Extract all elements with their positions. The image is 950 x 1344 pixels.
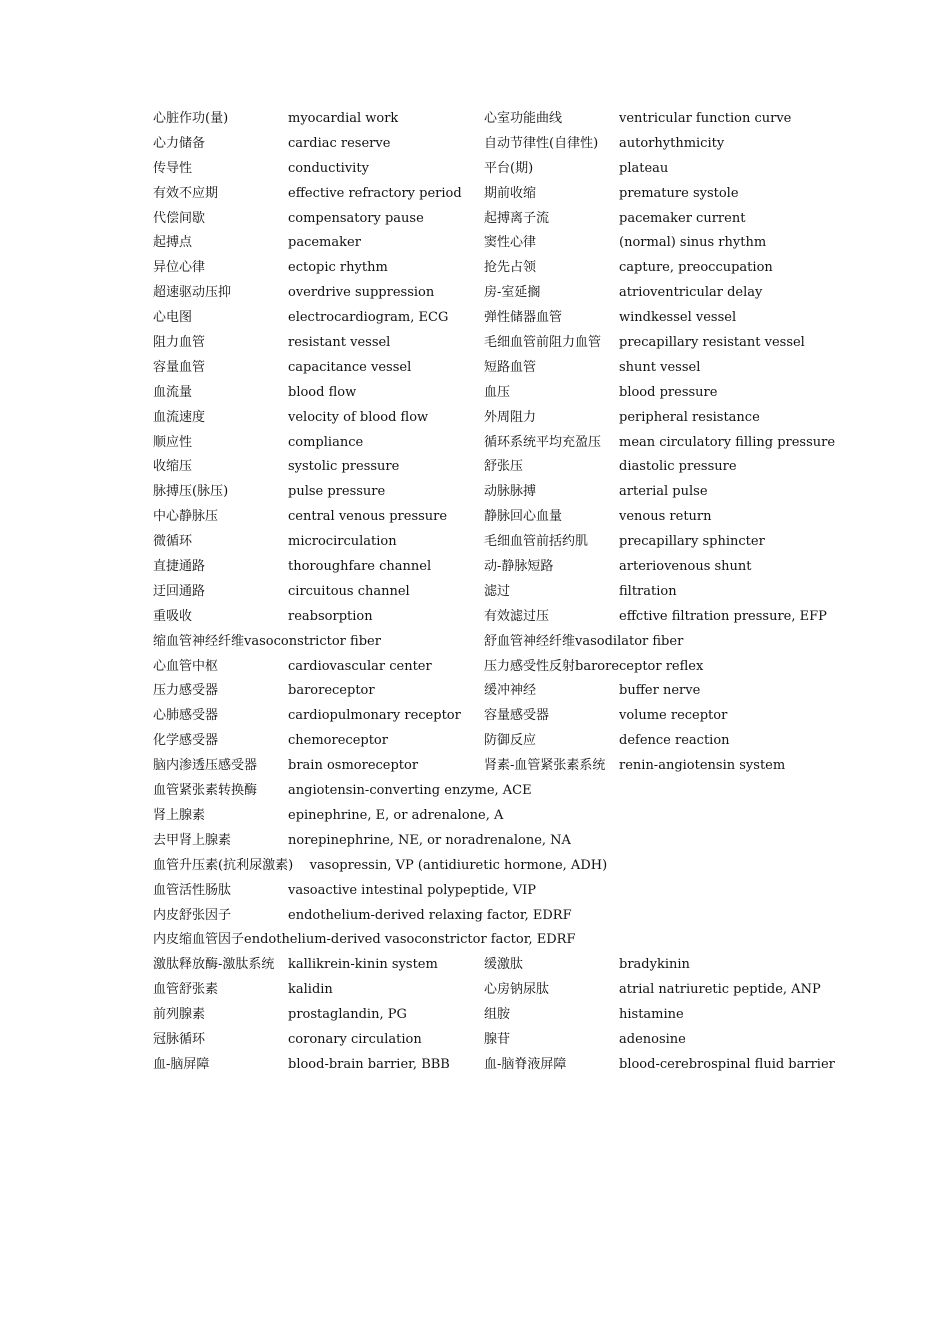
glossary-row [153,1054,833,1079]
term-english: cardiac reserve [288,135,391,151]
term-chinese: 直捷通路 [153,559,206,575]
term-english: volume receptor [619,708,728,724]
term-english: norepinephrine, NE, or noradrenalone, NA [288,832,571,848]
term-chinese: 血管舒张素 [153,982,219,998]
glossary-row [153,357,833,382]
term-english: endothelium-derived relaxing factor, EDRF [288,907,572,923]
glossary-row [153,556,833,581]
term-chinese: 异位心律 [153,260,206,276]
term-chinese: 血-脑脊液屏障 [484,1056,567,1072]
glossary-row [153,133,833,158]
term-english: defence reaction [619,733,730,749]
term-chinese: 静脉回心血量 [484,509,563,525]
term-chinese: 起搏点 [153,235,193,251]
term-chinese: 心脏作功(量) [153,111,229,126]
term-chinese: 肾素-血管紧张素系统 [484,758,606,774]
term-chinese: 压力感受器 [153,683,219,699]
term-chinese: 自动节律性(自律性) [484,135,599,151]
term-english: resistant vessel [288,335,391,351]
term-chinese: 窦性心律 [484,235,537,251]
glossary-row [153,880,833,905]
term-chinese: 中心静脉压 [153,509,219,525]
term-english: pacemaker [288,235,361,251]
glossary-row [153,158,833,183]
term-chinese: 房-室延搁 [484,285,541,301]
term-chinese: 化学感受器 [153,733,219,749]
term-chinese: 心肺感受器 [153,708,219,724]
term-chinese: 迂回通路 [153,583,206,599]
term-english: brain osmoreceptor [288,758,419,774]
term-chinese: 血流速度 [153,409,206,425]
term-chinese: 血流量 [153,384,193,400]
glossary-row [153,282,833,307]
term-english: blood pressure [619,384,718,400]
term-english: baroreceptor [288,683,375,699]
term-chinese: 有效滤过压 [484,608,550,624]
glossary-row [153,606,833,631]
term-english: systolic pressure [288,459,400,475]
glossary-row [153,1029,833,1054]
term-chinese: 血压 [484,384,511,400]
term-english: arteriovenous shunt [619,559,752,575]
glossary-row [153,208,833,233]
term-english: compensatory pause [288,210,424,226]
term-english: velocity of blood flow [288,409,429,425]
glossary-row [153,905,833,930]
term-chinese: 循环系统平均充盈压 [484,434,602,450]
term-chinese: 期前收缩 [484,185,537,201]
glossary-row [153,307,833,332]
term-chinese: 平台(期) [484,160,534,176]
term-chinese: 血管活性肠肽 [153,882,232,898]
term-english: peripheral resistance [619,409,760,425]
term-chinese: 缓激肽 [484,957,524,973]
term-chinese: 有效不应期 [153,185,219,201]
term-english: atrioventricular delay [619,285,763,301]
term-english: shunt vessel [619,359,701,375]
term-english: diastolic pressure [619,459,737,475]
glossary-row [153,407,833,432]
term-english: blood-brain barrier, BBB [288,1056,450,1072]
term-english: atrial natriuretic peptide, ANP [619,982,821,998]
glossary-row [153,830,833,855]
term-chinese: 短路血管 [484,359,537,375]
glossary-row [153,257,833,282]
term-english: kalidin [288,982,333,998]
term-chinese: 阻力血管 [153,335,206,351]
term-chinese: 压力感受性反射baroreceptor reflex [484,658,704,674]
glossary-row [153,705,833,730]
term-line: 血管升压素(抗利尿激素) vasopressin, VP (antidiuretic hormone, ADH) [153,857,608,873]
term-chinese: 抢先占领 [484,260,537,276]
glossary-row [153,656,833,681]
term-english: compliance [288,434,364,450]
term-chinese: 动脉脉搏 [484,484,537,500]
term-chinese: 舒张压 [484,459,524,475]
term-chinese: 肾上腺素 [153,807,206,823]
term-english: kallikrein-kinin system [288,957,438,973]
term-english: capture, preoccupation [619,260,773,276]
term-chinese: 脑内渗透压感受器 [153,758,258,774]
term-chinese: 心房钠尿肽 [484,982,550,998]
term-chinese: 滤过 [484,583,511,599]
term-english: effctive filtration pressure, EFP [619,608,827,624]
glossary-row [153,432,836,457]
term-english: epinephrine, E, or adrenalone, A [288,807,504,823]
term-chinese: 微循环 [153,534,193,550]
glossary-row [153,481,833,506]
term-chinese: 心电图 [153,310,193,326]
term-english: microcirculation [288,534,397,550]
glossary-row [153,631,833,656]
term-english: pacemaker current [619,210,746,226]
term-english: plateau [619,160,669,176]
term-english: cardiopulmonary receptor [288,708,461,724]
term-chinese: 冠脉循环 [153,1031,206,1047]
term-english: effective refractory period [288,185,462,201]
term-chinese: 超速驱动压抑 [153,285,232,301]
term-english: buffer nerve [619,683,701,699]
term-chinese: 外周阻力 [484,409,537,425]
term-english: venous return [619,509,712,525]
term-english: chemoreceptor [288,733,388,749]
term-chinese: 收缩压 [153,459,193,475]
glossary-row [153,456,833,481]
term-chinese: 动-静脉短路 [484,559,554,575]
glossary-row [153,581,833,606]
term-english: reabsorption [288,608,373,624]
term-english: myocardial work [288,111,399,126]
term-english: capacitance vessel [288,359,412,375]
term-english: adenosine [619,1031,686,1047]
term-chinese: 激肽释放酶-激肽系统 [153,957,275,973]
glossary-row [153,108,833,133]
term-chinese: 容量感受器 [484,708,550,724]
term-chinese: 缩血管神经纤维vasoconstrictor fiber [153,633,381,649]
term-english: coronary circulation [288,1031,422,1047]
term-english: windkessel vessel [619,310,737,326]
term-chinese: 脉搏压(脉压) [153,484,229,500]
term-english: conductivity [288,160,369,176]
glossary-row [153,1004,833,1029]
glossary-row [153,680,833,705]
glossary-row [153,506,833,531]
term-chinese: 毛细血管前阻力血管 [484,335,602,351]
term-english: circuitous channel [288,583,410,599]
term-chinese: 舒血管神经纤维vasodilator fiber [484,633,684,649]
term-chinese: 去甲肾上腺素 [153,832,232,848]
term-english: cardiovascular center [288,658,432,674]
glossary-row [153,805,833,830]
term-chinese: 前列腺素 [153,1007,206,1023]
term-english: pulse pressure [288,484,386,500]
term-chinese: 组胺 [484,1007,511,1023]
term-english: ventricular function curve [619,111,792,126]
term-chinese: 心力储备 [153,135,206,151]
term-english: thoroughfare channel [288,559,432,575]
term-english: overdrive suppression [288,285,435,301]
glossary-row [153,755,833,780]
term-chinese: 心室功能曲线 [484,111,563,126]
term-chinese: 传导性 [153,160,193,176]
term-english: filtration [619,583,677,599]
term-chinese: 毛细血管前括约肌 [484,534,589,550]
term-english: electrocardiogram, ECG [288,310,449,326]
term-english: precapillary sphincter [619,534,765,550]
term-english: central venous pressure [288,509,448,525]
term-english: blood flow [288,384,357,400]
glossary-row [153,855,833,880]
glossary-row [153,232,833,257]
term-chinese: 防御反应 [484,733,537,749]
term-english: autorhythmicity [619,135,725,151]
term-english: vasoactive intestinal polypeptide, VIP [288,882,537,898]
term-chinese: 代偿间歇 [153,210,206,226]
term-english: ectopic rhythm [288,260,388,276]
term-chinese: 缓冲神经 [484,683,537,699]
term-english: arterial pulse [619,484,708,500]
term-english: blood-cerebrospinal fluid barrier [619,1056,835,1072]
term-english: premature systole [619,185,739,201]
term-chinese: 心血管中枢 [153,658,219,674]
term-english: bradykinin [619,957,690,973]
term-chinese: 起搏离子流 [484,210,550,226]
term-english: histamine [619,1007,684,1023]
term-chinese: 重吸收 [153,608,193,624]
glossary-row [153,979,833,1004]
glossary-row [153,929,833,954]
term-english: renin-angiotensin system [619,758,786,774]
glossary-row [153,332,833,357]
glossary-row [153,382,833,407]
term-english: precapillary resistant vessel [619,335,805,351]
glossary-row [153,531,833,556]
term-chinese: 腺苷 [484,1031,511,1047]
term-english: prostaglandin, PG [288,1007,407,1023]
term-chinese: 内皮舒张因子 [153,907,232,923]
glossary-table [153,108,836,1079]
term-english: angiotensin-converting enzyme, ACE [288,783,532,799]
term-english: mean circulatory filling pressure [619,434,836,450]
term-chinese: 顺应性 [153,434,193,450]
glossary-row [153,954,833,979]
glossary-row [153,780,833,805]
glossary-row [153,730,833,755]
term-chinese: 弹性储器血管 [484,310,563,326]
glossary-row [153,183,833,208]
term-chinese: 血管紧张素转换酶 [153,783,258,799]
term-chinese: 容量血管 [153,359,206,375]
term-line: 内皮缩血管因子endothelium-derived vasoconstrictor factor, EDRF [153,932,576,948]
term-chinese: 血-脑屏障 [153,1056,210,1072]
term-english: (normal) sinus rhythm [619,235,767,251]
